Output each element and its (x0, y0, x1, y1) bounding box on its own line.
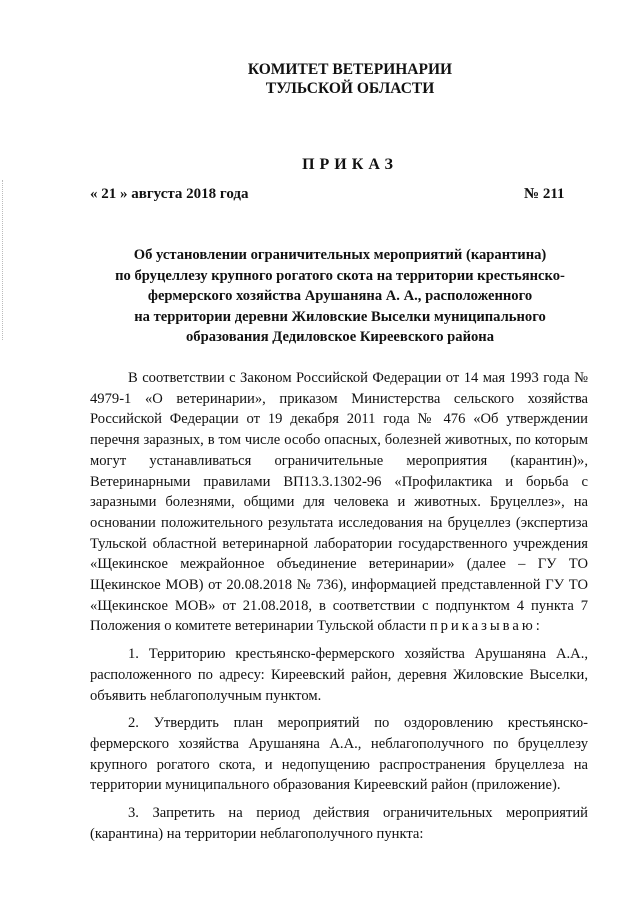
preamble-text: В соответствии с Законом Российской Федерации от 14 мая 1993 года № 4979-1 «О ветеринарии», приказом Министерства сельского хозяйства Российской Федерации от 19 декабря 2011 года № 476 «Об утверждении перечня заразных, в том числе особо опасных, болезней животных, по которым могут устанавливаться ограничительные мероприятия (карантин)», Ветеринарными правилами ВП13.3.1302-96 «Профилактика и борьба с заразными болезнями, общими для человека и животных. Бруцеллез», на основании положительного результата исследования на бруцеллез (экспертиза Тульской областной ветеринарной лаборатории государственного учреждения «Щекинское межрайонное объединение ветеринарии» (далее – ГУ ТО Щекинское МОВ) от 20.08.2018 № 736), информацией представленной ГУ ТО «Щекинское МОВ» от 21.08.2018, в соответствии с подпунктом 4 пункта 7 Положения о комитете ветеринарии Тульской области (90, 370, 588, 635)
document-title (95, 245, 585, 348)
preamble-paragraph (90, 368, 588, 637)
title-line: Об установлении ограничительных мероприятий (карантина) (133, 247, 547, 263)
org-name-line2: ТУЛЬСКОЙ ОБЛАСТИ (265, 80, 435, 97)
scan-edge-marks (2, 180, 6, 340)
document-body (90, 368, 588, 844)
title-line: по бруцеллезу крупного рогатого скота на территории крестьянско- (115, 267, 565, 284)
item-paragraph: 1. Территорию крестьянско-фермерского хозяйства Арушаняна А.А., расположенного по адресу: Киреевский район, деревня Жиловские Выселки, объявить неблагополучным пунктом. (90, 646, 588, 704)
org-name-line1: КОМИТЕТ ВЕТЕРИНАРИИ (247, 61, 453, 78)
item-paragraph: 2. Утвердить план мероприятий по оздоровлению крестьянско-фермерского хозяйства Арушаняна А.А., неблагополучного по бруцеллезу крупного рогатого скота, и недопущению распространения бруцеллеза на территории муниципального образования Киреевский район (приложение). (90, 715, 588, 794)
item-paragraph: 3. Запретить на период действия ограничительных мероприятий (карантина) на территории неблагополучного пункта: (90, 805, 588, 842)
document-type: ПРИКАЗ (302, 156, 398, 173)
title-line: образования Дедиловское Киреевского района (186, 329, 494, 345)
title-line: на территории деревни Жиловские Выселки муниципального (134, 308, 546, 325)
prikazyvayu-word: приказываю: (429, 618, 543, 635)
document-number: № 211 (524, 186, 565, 202)
document-date: « 21 » августа 2018 года (90, 186, 249, 202)
title-line: фермерского хозяйства Арушаняна А. А., расположенного (147, 288, 533, 304)
